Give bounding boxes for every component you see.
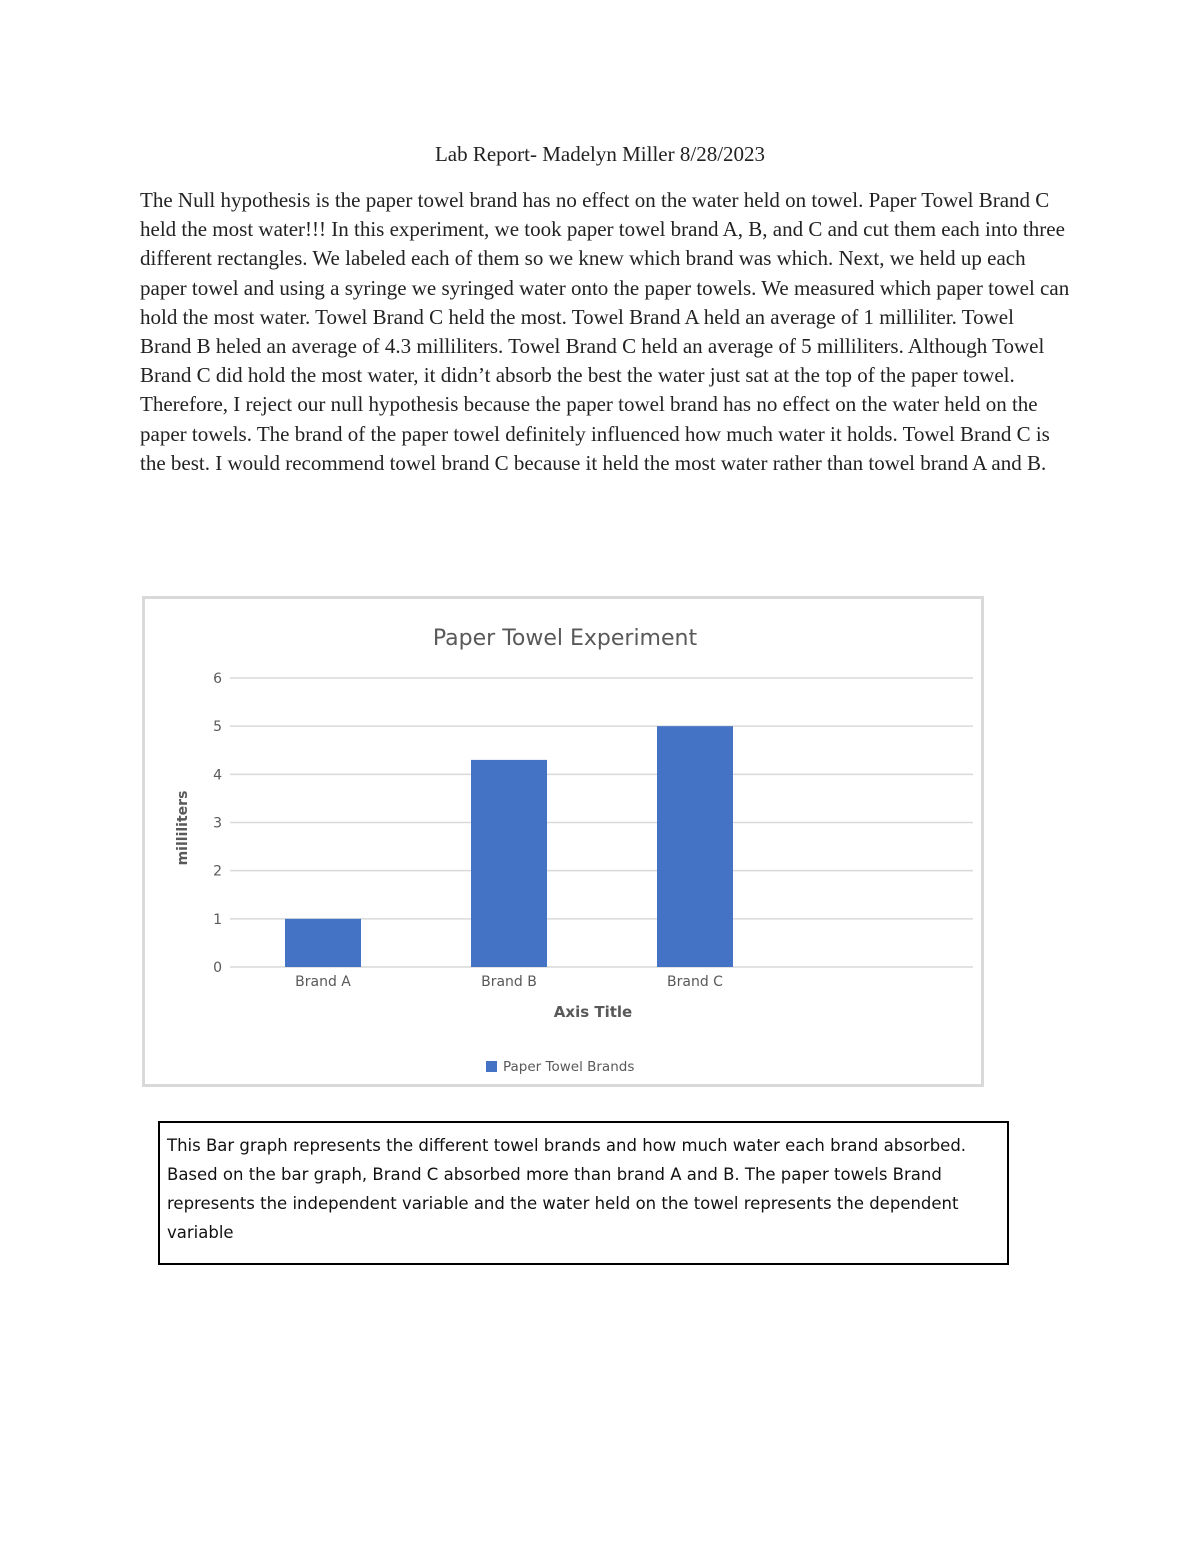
bar-brand-a xyxy=(285,919,361,967)
y-axis-label: milliliters xyxy=(175,790,191,866)
y-axis-ticks xyxy=(213,671,222,976)
report-body: The Null hypothesis is the paper towel brand has no effect on the water held on towel. Paper Towel Brand C held the most water!!! In this experiment, we took paper towel brand A, B, and C and cut them each into three different rectangles. We labeled each of them so we knew which brand was which. Next, we held up each paper towel and using a syringe we syringed water onto the paper towels. We measured which paper towel can hold the most water. Towel Brand C held the most. Towel Brand A held an average of 1 milliliter. Towel Brand B heled an average of 4.3 milliliters. Towel Brand C held an average of 5 milliliters. Although Towel Brand C did hold the most water, it didn’t absorb the best the water just sat at the top of the paper towel. Therefore, I reject our null hypothesis because the paper towel brand has no effect on the water held on the paper towels. The brand of the paper towel definitely influenced how much water it holds. Towel Brand C is the best. I would recommend towel brand C because it held the most water rather than towel brand A and B. xyxy=(140,188,1070,475)
y-tick-label: 6 xyxy=(213,671,222,687)
chart-canvas xyxy=(145,599,981,1084)
y-tick-label: 3 xyxy=(213,815,222,832)
chart-title: Paper Towel Experiment xyxy=(432,626,698,651)
x-tick-label: Brand C xyxy=(667,974,723,990)
legend-label: Paper Towel Brands xyxy=(503,1059,635,1075)
y-tick-label: 2 xyxy=(213,863,222,880)
x-tick-label: Brand A xyxy=(295,974,351,990)
legend xyxy=(486,1059,634,1075)
x-axis-ticks xyxy=(295,974,723,990)
y-tick-label: 0 xyxy=(213,960,222,976)
legend-swatch xyxy=(486,1061,497,1072)
document-title: Lab Report- Madelyn Miller 8/28/2023 xyxy=(434,142,766,166)
bar-chart xyxy=(142,596,984,1087)
bars xyxy=(285,726,733,967)
y-tick-label: 5 xyxy=(213,719,222,736)
y-tick-label: 4 xyxy=(213,767,222,784)
bar-brand-c xyxy=(657,726,733,967)
x-axis-label: Axis Title xyxy=(553,1003,633,1021)
bar-brand-b xyxy=(471,760,547,967)
x-tick-label: Brand B xyxy=(481,974,537,990)
caption-box: This Bar graph represents the different towel brands and how much water each brand absorbed. Based on the bar graph, Brand C absorbed more than brand A and B. The paper towels Brand represents the independent variable and the water held on the towel represents the dependent variable xyxy=(158,1121,1009,1265)
y-tick-label: 1 xyxy=(213,911,222,928)
